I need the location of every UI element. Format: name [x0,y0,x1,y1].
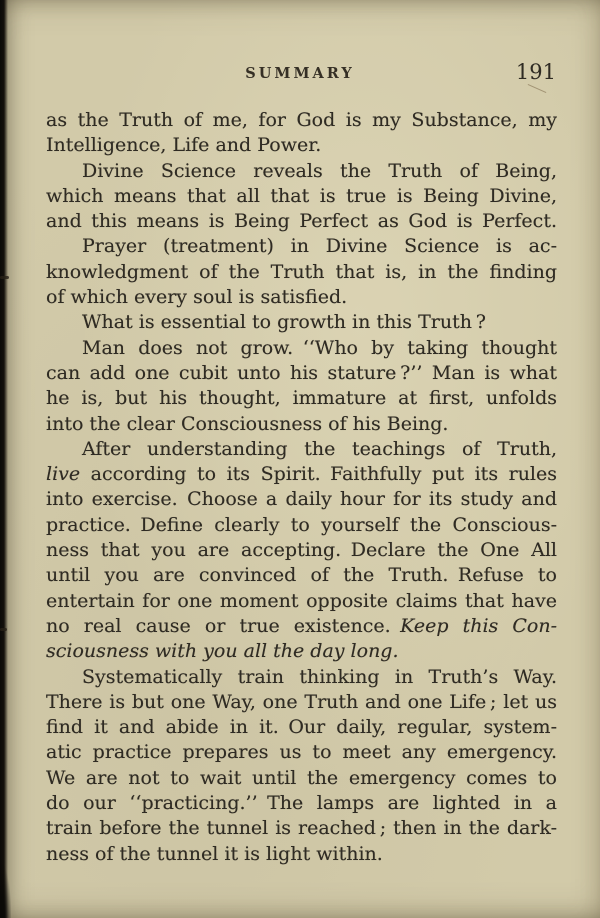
text-line [46,614,557,639]
text-line [46,412,557,437]
text-segment: until you are convinced of the Truth. Refuse to [46,564,557,587]
text-segment: no real cause or true existence. [46,614,401,637]
book-edge-strip [0,0,8,918]
text-segment: Intelligence, Life and Power. [46,134,322,157]
text-segment: and this means is Being Perfect as God is Perfect. [46,210,557,233]
text-line [46,285,557,310]
text-line [46,234,557,259]
text-segment: into exercise. Choose a daily hour for its study and [46,488,557,511]
text-segment: What is essential to growth in this Truth ? [82,311,486,334]
text-line [46,184,557,209]
text-line [46,487,557,512]
text-segment: train before the tunnel is reached ; then in the dark- [46,817,557,840]
page-text [46,108,557,867]
text-segment: Prayer (treatment) in Divine Science is ac- [82,235,557,258]
text-line [46,538,557,563]
text-line [46,816,557,841]
text-segment: ness of the tunnel it is light within. [46,842,383,865]
text-segment: entertain for one moment opposite claims that have [46,589,557,612]
running-title: SUMMARY [245,65,355,82]
text-segment: can add one cubit unto his stature ?’’ Man is what [46,361,557,384]
text-line [46,766,557,791]
text-line [46,791,557,816]
text-line [46,462,557,487]
text-segment: Systematically train thinking in Truth’s Way. [82,665,557,688]
text-segment: do our ‘‘practicing.’’ The lamps are lighted in a [46,792,557,815]
text-segment: of which every soul is satisfied. [46,286,348,309]
text-line [46,563,557,588]
text-line [46,386,557,411]
text-line [46,665,557,690]
scan-artifact [0,628,7,631]
text-line [46,842,557,867]
text-segment: practice. Define clearly to yourself the Conscious- [46,513,557,536]
page-number: 191 [515,60,556,84]
text-line [46,740,557,765]
italic-text-segment: sciousness with you all the day long. [46,640,399,663]
text-line [46,310,557,335]
italic-text-segment: live [46,463,81,486]
text-segment: Man does not grow. ‘‘Who by taking thought [82,336,557,359]
text-segment: he is, but his thought, immature at first, unfolds [46,387,557,410]
text-segment: knowledgment of the Truth that is, in the finding [46,260,557,283]
text-line [46,336,557,361]
text-line [46,690,557,715]
text-segment: ness that you are accepting. Declare the One All [46,539,557,562]
text-segment: atic practice prepares us to meet any emergency. [46,741,557,764]
text-segment: There is but one Way, one Truth and one Life ; let us [46,690,557,713]
text-segment: Divine Science reveals the Truth of Being, [82,159,557,182]
text-segment: into the clear Consciousness of his Being. [46,412,449,435]
text-line [46,513,557,538]
text-line [46,209,557,234]
text-line [46,159,557,184]
page-header [0,60,600,88]
text-segment: which means that all that is true is Being Divine, [46,184,557,207]
text-segment: After understanding the teachings of Truth, [82,437,557,460]
text-segment: We are not to wait until the emergency comes to [46,766,557,789]
book-edge-corner [0,864,11,918]
text-line [46,715,557,740]
text-segment: find it and abide in it. Our daily, regular, system- [46,716,557,739]
italic-text-segment: Keep this Con- [400,614,557,637]
text-segment: as the Truth of me, for God is my Substance, my [46,109,557,131]
text-line [46,639,557,664]
text-line [46,361,557,386]
text-segment: according to its Spirit. Faithfully put its rules [80,463,557,486]
text-line [46,437,557,462]
text-line [46,260,557,285]
text-line [46,133,557,158]
text-line [46,589,557,614]
scan-artifact [0,276,9,279]
text-line [46,108,557,133]
